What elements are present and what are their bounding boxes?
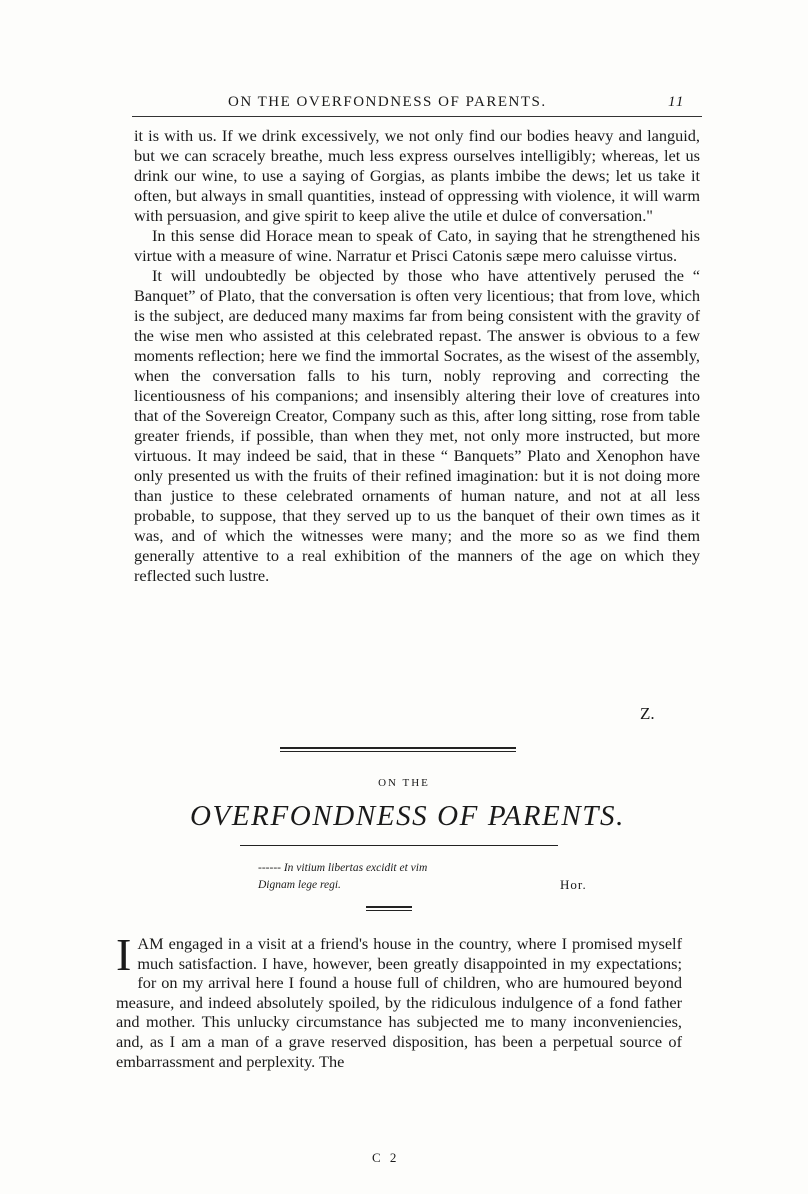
ornament-rule	[366, 906, 412, 908]
section-divider	[280, 747, 516, 749]
article-title: OVERFONDNESS OF PARENTS.	[190, 800, 625, 832]
author-signature: Z.	[640, 704, 655, 723]
paragraph: In this sense did Horace mean to speak of Cato, in saying that he strengthened his virtue with a measure of wine. Narratur et Prisci Catonis sæpe mero caluisse virtus.	[134, 226, 700, 265]
article-kicker: ON THE	[378, 777, 430, 789]
article-body-text: AM engaged in a visit at a friend's house in the country, where I promised myself much satisfaction. I have, however, been greatly disappointed in my expectations; for on my arrival here I found a house full of children, who are humoured beyond measure, and indeed absolutely spoiled, by the ridiculous indulgence of a fond father and mother. This unlucky circumstance has subjected me to many inconveniencies, and, as I am a man of a grave reserved disposition, has been a perpetual source of embarrassment and perplexity. The	[116, 934, 682, 1071]
page-number: 11	[668, 94, 685, 110]
epigraph-author: Hor.	[560, 877, 587, 892]
signature-mark: C 2	[372, 1150, 400, 1165]
paragraph: it is with us. If we drink excessively, we not only find our bodies heavy and languid, but we can scracely breathe, much less express ourselves intelligibly; whereas, let us drink our wine, to use a saying of Gorgias, as plants imbibe the dews; let us take it often, but always in small quantities, instead of oppressing with violence, it will warm with persuasion, and give spirit to keep alive the utile et dulce of conversation."	[134, 126, 700, 225]
article-body	[116, 929, 682, 1071]
ornament-rule	[366, 910, 412, 911]
title-rule	[240, 845, 558, 846]
epigraph-line: Dignam lege regi.	[258, 879, 341, 891]
section-divider	[280, 751, 516, 752]
paragraph: It will undoubtedly be objected by those who have attentively perused the “ Banquet” of Plato, that the conversation is often very licentious; that from love, which is the subject, are deduced many maxims far from being consistent with the gravity of the wise men who assisted at this celebrated repast. The answer is obvious to a few moments reflection; here we find the immortal Socrates, as the wisest of the assembly, when the conversation falls to his turn, nobly reproving and correcting the licentiousness of his companions; and insensibly altering their love of creatures into that of the Sovereign Creator, Company such as this, after long sitting, rose from table greater friends, if possible, than when they met, not only more instructed, but more virtuous. It may indeed be said, that in these “ Banquets” Plato and Xenophon have only presented us with the fruits of their refined imagination: but it is not doing more than justice to these celebrated ornaments of human nature, and not at all less probable, to suppose, that they served up to us the banquet of their own times as it was, and of which the witnesses were many; and the more so as we find them generally attentive to a real exhibition of the manners of the age on which they reflected such lustre.	[134, 266, 700, 585]
running-title: ON THE OVERFONDNESS OF PARENTS.	[228, 94, 547, 110]
header-rule	[132, 116, 702, 117]
drop-cap: I	[116, 929, 132, 980]
epigraph-line: ------ In vitium libertas excidit et vim	[258, 862, 428, 874]
continued-article	[134, 126, 700, 586]
